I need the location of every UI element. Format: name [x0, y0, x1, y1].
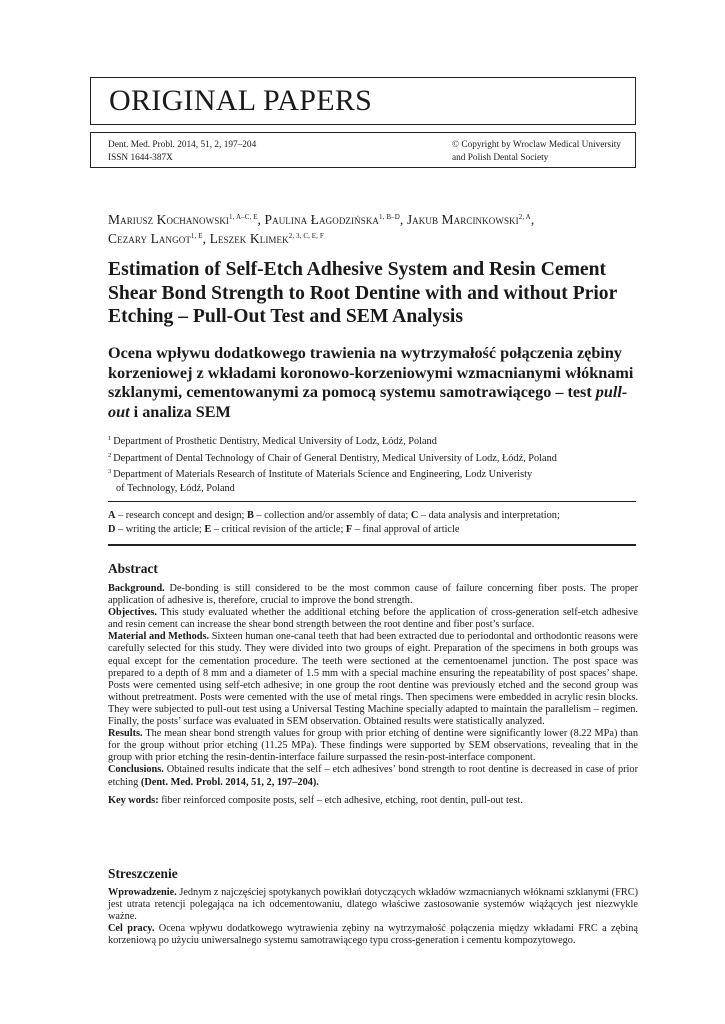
abstract-objectives: Objectives. This study evaluated whether the additional etching before the application of cross-generation self-etch adhesive and resin cement can increase the shear bond strength between the root dentine and fiber post’s surface. — [108, 607, 638, 631]
copyright-line: © Copyright by Wroclaw Medical University — [452, 140, 621, 150]
affiliation-item: $^3$ Department of Materials Research of Institute of Materials Science and Engineering, Lodz Univeristy — [108, 468, 533, 480]
title-english: Estimation of Self-Etch Adhesive System and Resin Cement Shear Bond Strength to Root Dentine with and without Prior Etching – Pull-Out Test and SEM Analysis — [108, 259, 617, 327]
citation-info — [108, 139, 256, 164]
divider — [108, 544, 636, 546]
author-name: Paulina Łagodzińska — [264, 212, 380, 227]
streszczenie-body — [108, 887, 638, 947]
section-title: ORIGINAL PAPERS — [109, 84, 373, 117]
author-contributions: A – research concept and design; B – collection and/or assembly of data; C – data analysis and interpretation; D – writing the article; E – critical revision of the article; F – final approval of article — [108, 510, 560, 535]
author-marks: 1, A–C, E — [229, 213, 258, 221]
title-polish: Ocena wpływu dodatkowego trawienia na wytrzymałość połączenia zębiny korzeniowej z wkładami koronowo-korzeniowymi wzmacnianymi włóknami szklanymi, cementowanymi za pomocą systemu samotrawiącego – test pull-out i analiza SEM — [108, 344, 634, 421]
author-name: Leszek Klimek — [209, 231, 289, 246]
copyright-info — [452, 139, 621, 164]
author-marks: 1, B–D — [379, 213, 400, 221]
streszczenie-intro: Wprowadzenie. Jednym z najczęściej spotykanych powikłań dotyczących wkładów wzmacnianych włóknami szklanymi (FRC) jest utrata retencji polegająca na ich odcementowaniu, dlatego właściwe zastosowanie systemów wiążących jest niezwykle ważne. — [108, 887, 638, 923]
abstract-body — [108, 583, 638, 807]
keywords: Key words: fiber reinforced composite posts, self – etch adhesive, etching, root dentin, pull-out test. — [108, 794, 523, 806]
affiliation-continuation: of Technology, Łódź, Poland — [116, 482, 235, 494]
author-name: Cezary Langot — [108, 231, 191, 246]
copyright-line: and Polish Dental Society — [452, 152, 549, 163]
author-name: Jakub Marcinkowski — [406, 212, 519, 227]
affiliation-item: $^1$ Department of Prosthetic Dentistry, Medical University of Lodz, Łódź, Poland — [108, 435, 437, 447]
abstract-heading: Abstract — [108, 561, 158, 576]
affiliation-item: $^2$ Department of Dental Technology of Chair of General Dentistry, Medical University of Lodz, Łódź, Poland — [108, 451, 557, 464]
citation-line: Dent. Med. Probl. 2014, 51, 2, 197–204 — [108, 140, 257, 150]
abstract-background: Background. De-bonding is still considered to be the most common cause of failure concerning fiber posts. The proper application of adhesive is, therefore, crucial to improve the bond strength. — [108, 583, 638, 607]
abstract-conclusions: Conclusions. Obtained results indicate that the self – etch adhesives’ bond strength to root dentine is decreased in case of prior etching (Dent. Med. Probl. 2014, 51, 2, 197–204). — [108, 764, 638, 788]
author-marks: 2, A — [518, 213, 531, 221]
author-marks: 1, E — [190, 232, 203, 240]
streszczenie-aim: Cel pracy. Ocena wpływu dodatkowego wytrawienia zębiny na wytrzymałość połączenia między wkładami FRC a zębiną korzeniową po użyciu uniwersalnego systemu samotrawiącego typu cross-generation i cementu kompozytowego. — [108, 923, 638, 947]
divider — [108, 501, 636, 502]
issn: ISSN 1644-387X — [108, 152, 173, 163]
author-list: Mariusz Kochanowski$^{1, A-C, E}$, Paulina Łagodzińska$^{1, B-D}$, Jakub Marcinkowski$^{2, A}$, Cezary Langot$^{1, E}$, Leszek Klimek$^{2, 3, C, E, F}$ — [108, 212, 535, 246]
abstract-results: Results. The mean shear bond strength values for group with prior etching of dentine were significantly lower (8.22 MPa) than for the group without prior etching (11.25 MPa). These findings were supported by SEM observations, revealing that in the group with prior etching the resin-dentin-interface failure surpassed the resin-post-interface component. — [108, 728, 638, 764]
affiliations — [108, 432, 648, 495]
streszczenie-heading: Streszczenie — [108, 866, 178, 881]
author-marks: 2, 3, C, E, F — [288, 232, 324, 240]
abstract-methods: Material and Methods. Sixteen human one-canal teeth that had been extracted due to periodontal and orthodontic reasons were carefully selected for this study. They were divided into two groups of eight. Preparation of the specimens in both groups was equal except for the cementation procedure. The teeth were sectioned at the cementoenamel junction. The post space was prepared to a depth of 8 mm and a diameter of 1.5 mm with a special machine ensuring the repeatability of post spaces’ shape. Posts were cemented using self-etch adhesive; in one group the root dentine was previously etched and the second group was without pretreatment. Posts were cemented with the use of metal rings. Then specimens were embedded in acrylic resin blocks. They were subjected to pull-out test using a Universal Testing Machine specially adapted to maintain the parallelism – regimen. Finally, the posts’ surface was evaluated in SEM observation. Obtained results were statistically analyzed. — [108, 631, 638, 728]
author-name: Mariusz Kochanowski — [108, 212, 230, 227]
